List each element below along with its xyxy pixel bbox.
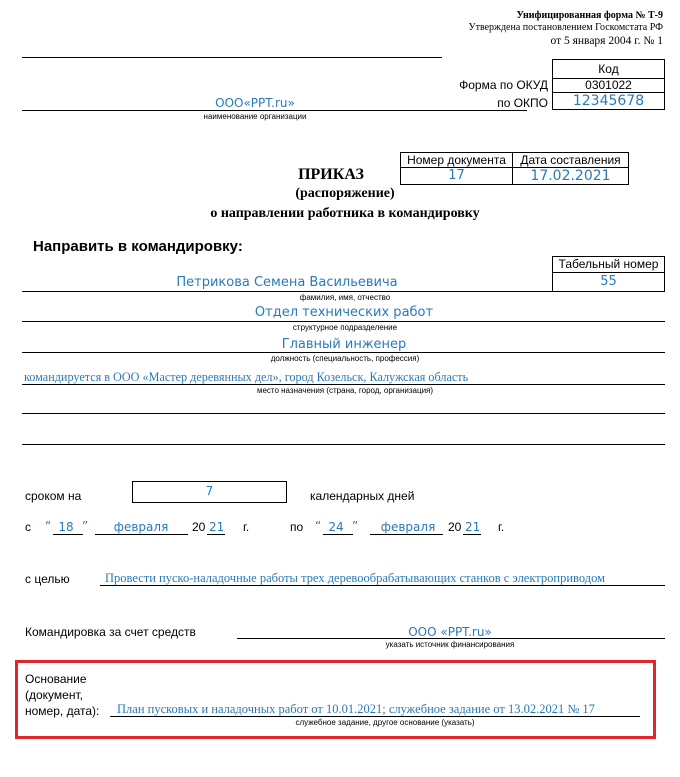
to-month-line bbox=[370, 534, 443, 535]
organization-line bbox=[22, 110, 527, 111]
funding-caption: указать источник финансирования bbox=[385, 640, 515, 649]
to-month: февраля bbox=[380, 520, 436, 534]
from-year-line bbox=[207, 534, 225, 535]
from-month: февраля bbox=[113, 520, 169, 534]
order-subtitle: (распоряжение) bbox=[295, 186, 395, 201]
okud-value: 0301022 bbox=[552, 78, 665, 93]
employee-position: Главный инженер bbox=[281, 337, 407, 352]
basis-value: План пусковых и наладочных работ от 10.01.2021; служебное задание от 13.02.2021 № 17 bbox=[117, 702, 595, 716]
order-title: ПРИКАЗ bbox=[298, 166, 364, 183]
basis-label-line2: (документ, bbox=[25, 688, 83, 702]
okpo-value: 12345678 bbox=[552, 92, 665, 110]
blank-line-2 bbox=[22, 444, 665, 445]
doc-date-header: Дата составления bbox=[512, 152, 629, 168]
organization-name: ООО«PPT.ru» bbox=[215, 96, 295, 110]
okpo-label: по ОКПО bbox=[497, 96, 548, 110]
to-quote-open: “ bbox=[315, 519, 322, 533]
to-year-prefix: 20 bbox=[448, 520, 462, 534]
organization-caption: наименование организации bbox=[203, 112, 307, 121]
from-month-line bbox=[95, 534, 188, 535]
blank-line-1 bbox=[22, 413, 665, 414]
funding-line bbox=[237, 638, 665, 639]
term-label: сроком на bbox=[25, 489, 82, 503]
from-year-prefix: 20 bbox=[192, 520, 206, 534]
order-purpose-title: о направлении работника в командировку bbox=[210, 206, 480, 221]
top-rule bbox=[22, 57, 442, 58]
term-days-box: 7 bbox=[132, 481, 287, 503]
basis-caption: служебное задание, другое основание (указать) bbox=[295, 718, 475, 727]
from-day: 18 bbox=[58, 520, 74, 534]
kod-header: Код bbox=[552, 59, 665, 79]
term-days-label: календарных дней bbox=[310, 489, 415, 503]
destination-caption: место назначения (страна, город, организация) bbox=[256, 386, 434, 395]
tab-number-value: 55 bbox=[552, 272, 665, 292]
purpose-value: Провести пуско-наладочные работы трех деревообрабатывающих станков с электроприводом bbox=[105, 571, 605, 585]
to-year-line bbox=[463, 534, 481, 535]
from-year: 21 bbox=[209, 520, 225, 534]
purpose-label: с целью bbox=[25, 572, 70, 586]
department-line bbox=[22, 321, 665, 322]
doc-number-value: 17 bbox=[400, 167, 513, 185]
employee-name-caption: фамилия, имя, отчество bbox=[299, 293, 391, 302]
form-title: Унифицированная форма № Т-9 bbox=[516, 10, 663, 21]
employee-department: Отдел технических работ bbox=[254, 305, 434, 320]
department-caption: структурное подразделение bbox=[292, 323, 398, 332]
to-year: 21 bbox=[465, 520, 481, 534]
to-day-line bbox=[323, 534, 353, 535]
doc-date-value: 17.02.2021 bbox=[512, 167, 629, 185]
employee-destination: командируется в ООО «Мастер деревянных дел», город Козельск, Калужская область bbox=[24, 370, 469, 384]
to-prefix: по bbox=[290, 520, 304, 534]
to-day: 24 bbox=[328, 520, 344, 534]
from-day-line bbox=[53, 534, 83, 535]
form-approval: Утверждена постановлением Госкомстата РФ bbox=[468, 22, 663, 33]
employee-name: Петрикова Семена Васильевича bbox=[176, 275, 398, 290]
from-quote-open: “ bbox=[45, 519, 52, 533]
from-quote-close: ” bbox=[82, 519, 89, 533]
position-line bbox=[22, 352, 665, 353]
from-prefix: с bbox=[25, 520, 31, 534]
doc-number-header: Номер документа bbox=[400, 152, 513, 168]
purpose-line bbox=[100, 585, 665, 586]
okud-label: Форма по ОКУД bbox=[459, 78, 548, 92]
tab-number-header: Табельный номер bbox=[552, 256, 665, 273]
destination-line bbox=[22, 384, 665, 385]
to-quote-close: ” bbox=[352, 519, 359, 533]
basis-label-line1: Основание bbox=[25, 672, 87, 686]
funding-value: ООО «PPT.ru» bbox=[408, 625, 492, 639]
position-caption: должность (специальность, профессия) bbox=[270, 354, 420, 363]
direct-heading: Направить в командировку: bbox=[33, 238, 243, 255]
employee-name-line bbox=[22, 291, 552, 292]
funding-label: Командировка за счет средств bbox=[25, 625, 196, 639]
from-year-suffix: г. bbox=[243, 520, 250, 534]
basis-line bbox=[110, 716, 640, 717]
basis-label-line3: номер, дата): bbox=[25, 704, 100, 718]
basis-highlight-box bbox=[15, 660, 656, 739]
to-year-suffix: г. bbox=[498, 520, 505, 534]
form-date: от 5 января 2004 г. № 1 bbox=[550, 35, 663, 47]
